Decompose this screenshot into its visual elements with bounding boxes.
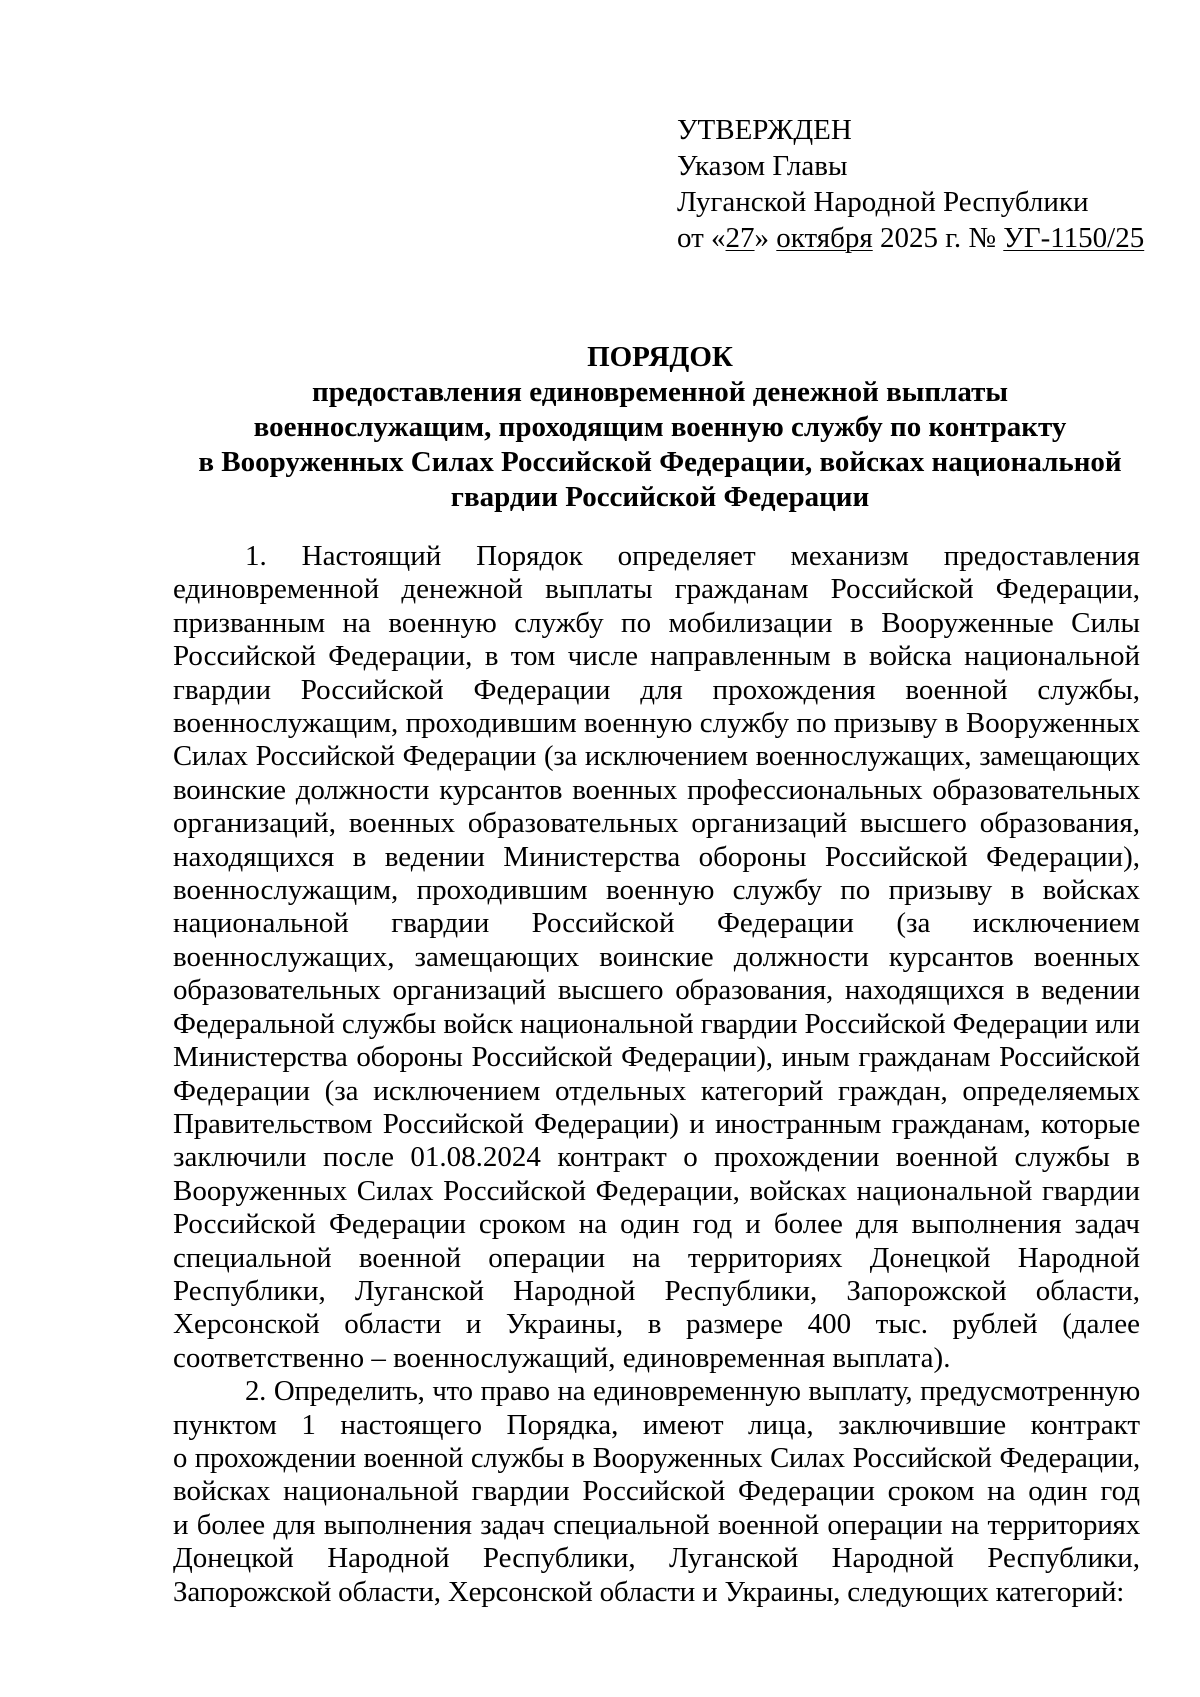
text-line: Херсонской области и Украины, в размере 400 тыс. рублей (далее (173, 1308, 1140, 1341)
text-line: 2. Определить, что право на единовременную выплату, предусмотренную (245, 1375, 1140, 1408)
text-line: 1. Настоящий Порядок определяет механизм предоставления (245, 540, 1140, 572)
text-line: Российской Федерации, в том числе направленным в войска национальной (173, 640, 1140, 673)
text-line: Министерства обороны Российской Федерации), иным гражданам Российской (173, 1041, 1140, 1074)
document-title (140, 340, 1180, 515)
text-line: заключили после 01.08.2024 контракт о прохождении военной службы в (173, 1141, 1140, 1174)
approval-number: УГ-1150/25 (1003, 222, 1145, 254)
text-line: военнослужащих, замещающих воинские должности курсантов военных (173, 940, 1140, 973)
text-line: войсках национальной гвардии Российской Федерации сроком на один год (173, 1475, 1140, 1508)
approval-stamp (677, 112, 1157, 256)
approval-date-line: от «27» октября 2025 г. № УГ-1150/25 (677, 222, 1145, 254)
text-line: Запорожской области, Херсонской области и Украины, следующих категорий: (173, 1575, 1125, 1608)
text-line: Вооруженных Силах Российской Федерации, войсках национальной гвардии (173, 1174, 1140, 1207)
title-line: военнослужащим, проходящим военную службу по контракту (253, 411, 1067, 443)
text-line: воинские должности курсантов военных профессиональных образовательных (173, 773, 1140, 806)
text-line: соответственно – военнослужащий, единовременная выплата). (173, 1341, 951, 1374)
paragraph-2 (173, 1375, 1140, 1609)
approval-authority: Указом Главы (677, 150, 848, 182)
text-line: Силах Российской Федерации (за исключением военнослужащих, замещающих (173, 740, 1140, 773)
approval-heading: УТВЕРЖДЕН (677, 114, 852, 146)
title-line: предоставления единовременной денежной выплаты (312, 376, 1008, 408)
approval-day: 27 (725, 222, 755, 254)
text-line: гвардии Российской Федерации для прохождения военной службы, (173, 673, 1140, 706)
text-line: и более для выполнения задач специальной военной операции на территориях (173, 1508, 1140, 1541)
text-line: Федерации (за исключением отдельных категорий граждан, определяемых (173, 1074, 1140, 1107)
document-body (173, 540, 1140, 1609)
title-heading: ПОРЯДОК (587, 341, 733, 373)
text-line: пунктом 1 настоящего Порядка, имеют лица, заключившие контракт (173, 1408, 1140, 1441)
text-line: единовременной денежной выплаты гражданам Российской Федерации, (173, 573, 1140, 606)
title-line: в Вооруженных Силах Российской Федерации, войсках национальной (198, 446, 1122, 478)
title-line: гвардии Российской Федерации (450, 481, 870, 513)
text-line: Донецкой Народной Республики, Луганской Народной Республики, (173, 1542, 1140, 1575)
text-line: находящихся в ведении Министерства обороны Российской Федерации), (173, 840, 1140, 873)
text-line: специальной военной операции на территориях Донецкой Народной (173, 1241, 1140, 1274)
text-line: о прохождении военной службы в Вооруженных Силах Российской Федерации, (173, 1441, 1140, 1474)
text-line: образовательных организаций высшего образования, находящихся в ведении (173, 974, 1140, 1007)
text-line: национальной гвардии Российской Федерации (за исключением (173, 907, 1140, 940)
approval-republic: Луганской Народной Республики (677, 186, 1089, 218)
text-line: Федеральной службы войск национальной гвардии Российской Федерации или (173, 1007, 1140, 1040)
text-line: Республики, Луганской Народной Республики, Запорожской области, (173, 1274, 1140, 1307)
text-line: Правительством Российской Федерации) и иностранным гражданам, которые (173, 1107, 1140, 1140)
text-line: военнослужащим, проходившим военную службу по призыву в войсках (173, 874, 1140, 907)
text-line: Российской Федерации сроком на один год и более для выполнения задач (173, 1208, 1140, 1241)
text-line: военнослужащим, проходившим военную службу по призыву в Вооруженных (173, 707, 1140, 740)
paragraph-1 (173, 540, 1140, 1375)
text-line: организаций, военных образовательных организаций высшего образования, (173, 807, 1140, 840)
text-line: призванным на военную службу по мобилизации в Вооруженные Силы (173, 606, 1140, 639)
approval-month: октября (776, 222, 873, 254)
